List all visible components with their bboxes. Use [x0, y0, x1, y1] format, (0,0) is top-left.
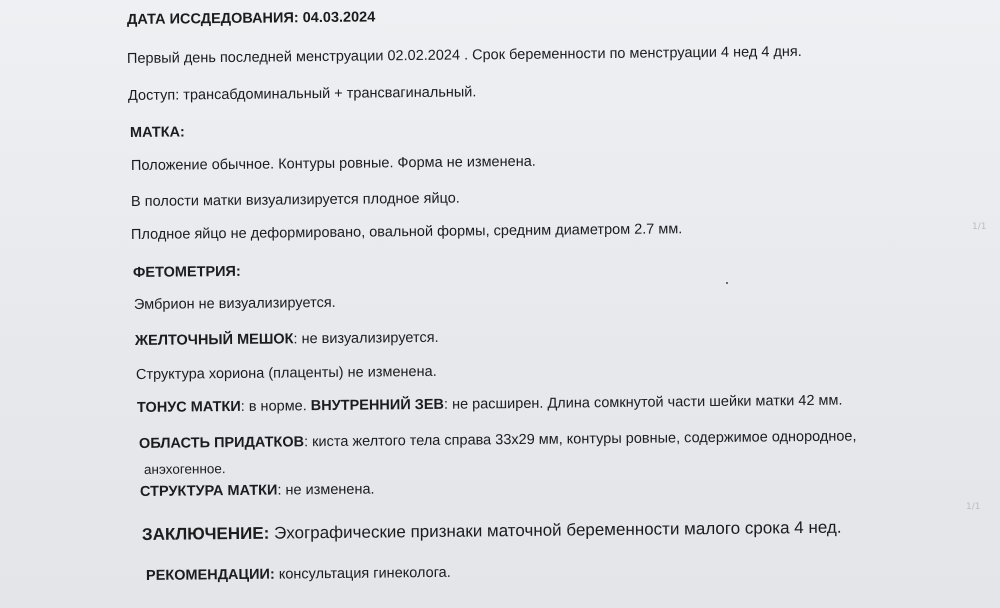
conclusion-line — [142, 518, 842, 545]
tone-label: ТОНУС МАТКИ — [136, 398, 241, 416]
study-date-value: 04.03.2024 — [302, 9, 376, 27]
fetometry-line: Эмбрион не визуализируется. — [133, 294, 336, 313]
adnexa-label: ОБЛАСТЬ ПРИДАТКОВ — [138, 434, 305, 452]
uterus-line-1: Положение обычное. Контуры ровные. Форма не изменена. — [130, 153, 536, 174]
uterus-heading — [130, 124, 185, 141]
structure-label: СТРУКТУРА МАТКИ — [139, 482, 278, 500]
fetometry-heading-text: ФЕТОМЕТРИЯ: — [132, 263, 241, 281]
yolk-sac-value: : не визуализируется. — [293, 329, 439, 348]
adnexa-continuation: анэхогенное. — [143, 461, 226, 477]
chorion-line: Структура хориона (плаценты) не изменена. — [135, 363, 437, 383]
study-date-line — [127, 9, 375, 28]
structure-value: : не изменена. — [277, 481, 375, 499]
internal-os-label: ВНУТРЕННИЙ ЗЕВ — [310, 396, 445, 415]
internal-os-value: : не расширен. Длина сомкнутой части шейки матки 42 мм. — [443, 392, 843, 413]
conclusion-label: ЗАКЛЮЧЕНИЕ: — [141, 523, 270, 544]
recommendations-value: консультация гинеколога. — [274, 564, 451, 583]
study-date-label: ДАТА ИССДЕДОВАНИЯ: — [126, 10, 299, 28]
uterus-heading-text: МАТКА: — [129, 124, 185, 141]
recommendations-label: РЕКОМЕНДАЦИИ: — [145, 566, 275, 584]
access-line: Доступ: трансабдоминальный + трансвагинальный. — [127, 84, 477, 104]
uterus-line-3: Плодное яйцо не деформировано, овальной формы, средним диаметром 2.7 мм. — [130, 221, 683, 243]
fetometry-heading — [133, 264, 241, 281]
yolk-sac-label: ЖЕЛТОЧНЫЙ МЕШОК — [134, 331, 294, 349]
uterus-line-2: В полости матки визуализируется плодное яйцо. — [130, 190, 460, 210]
conclusion-value: Эхографические признаки маточной беременности малого срока 4 нед. — [269, 517, 842, 543]
adnexa-line — [139, 428, 857, 452]
lmp-line: Первый день последней менструации 02.02.2024 . Срок беременности по менструации 4 нед 4 дня. — [126, 43, 802, 67]
structure-line — [140, 482, 375, 500]
margin-mark-top: 1/1 — [972, 222, 987, 232]
tone-value: : в норме. — [240, 398, 307, 415]
stray-dot — [726, 282, 728, 284]
margin-mark-bottom: 1/1 — [966, 502, 981, 512]
adnexa-value: : киста желтого тела справа 33х29 мм, контуры ровные, содержимое однородное, — [304, 428, 857, 451]
recommendations-line — [146, 565, 451, 584]
yolk-sac-line — [135, 330, 439, 349]
tone-line — [137, 393, 843, 416]
